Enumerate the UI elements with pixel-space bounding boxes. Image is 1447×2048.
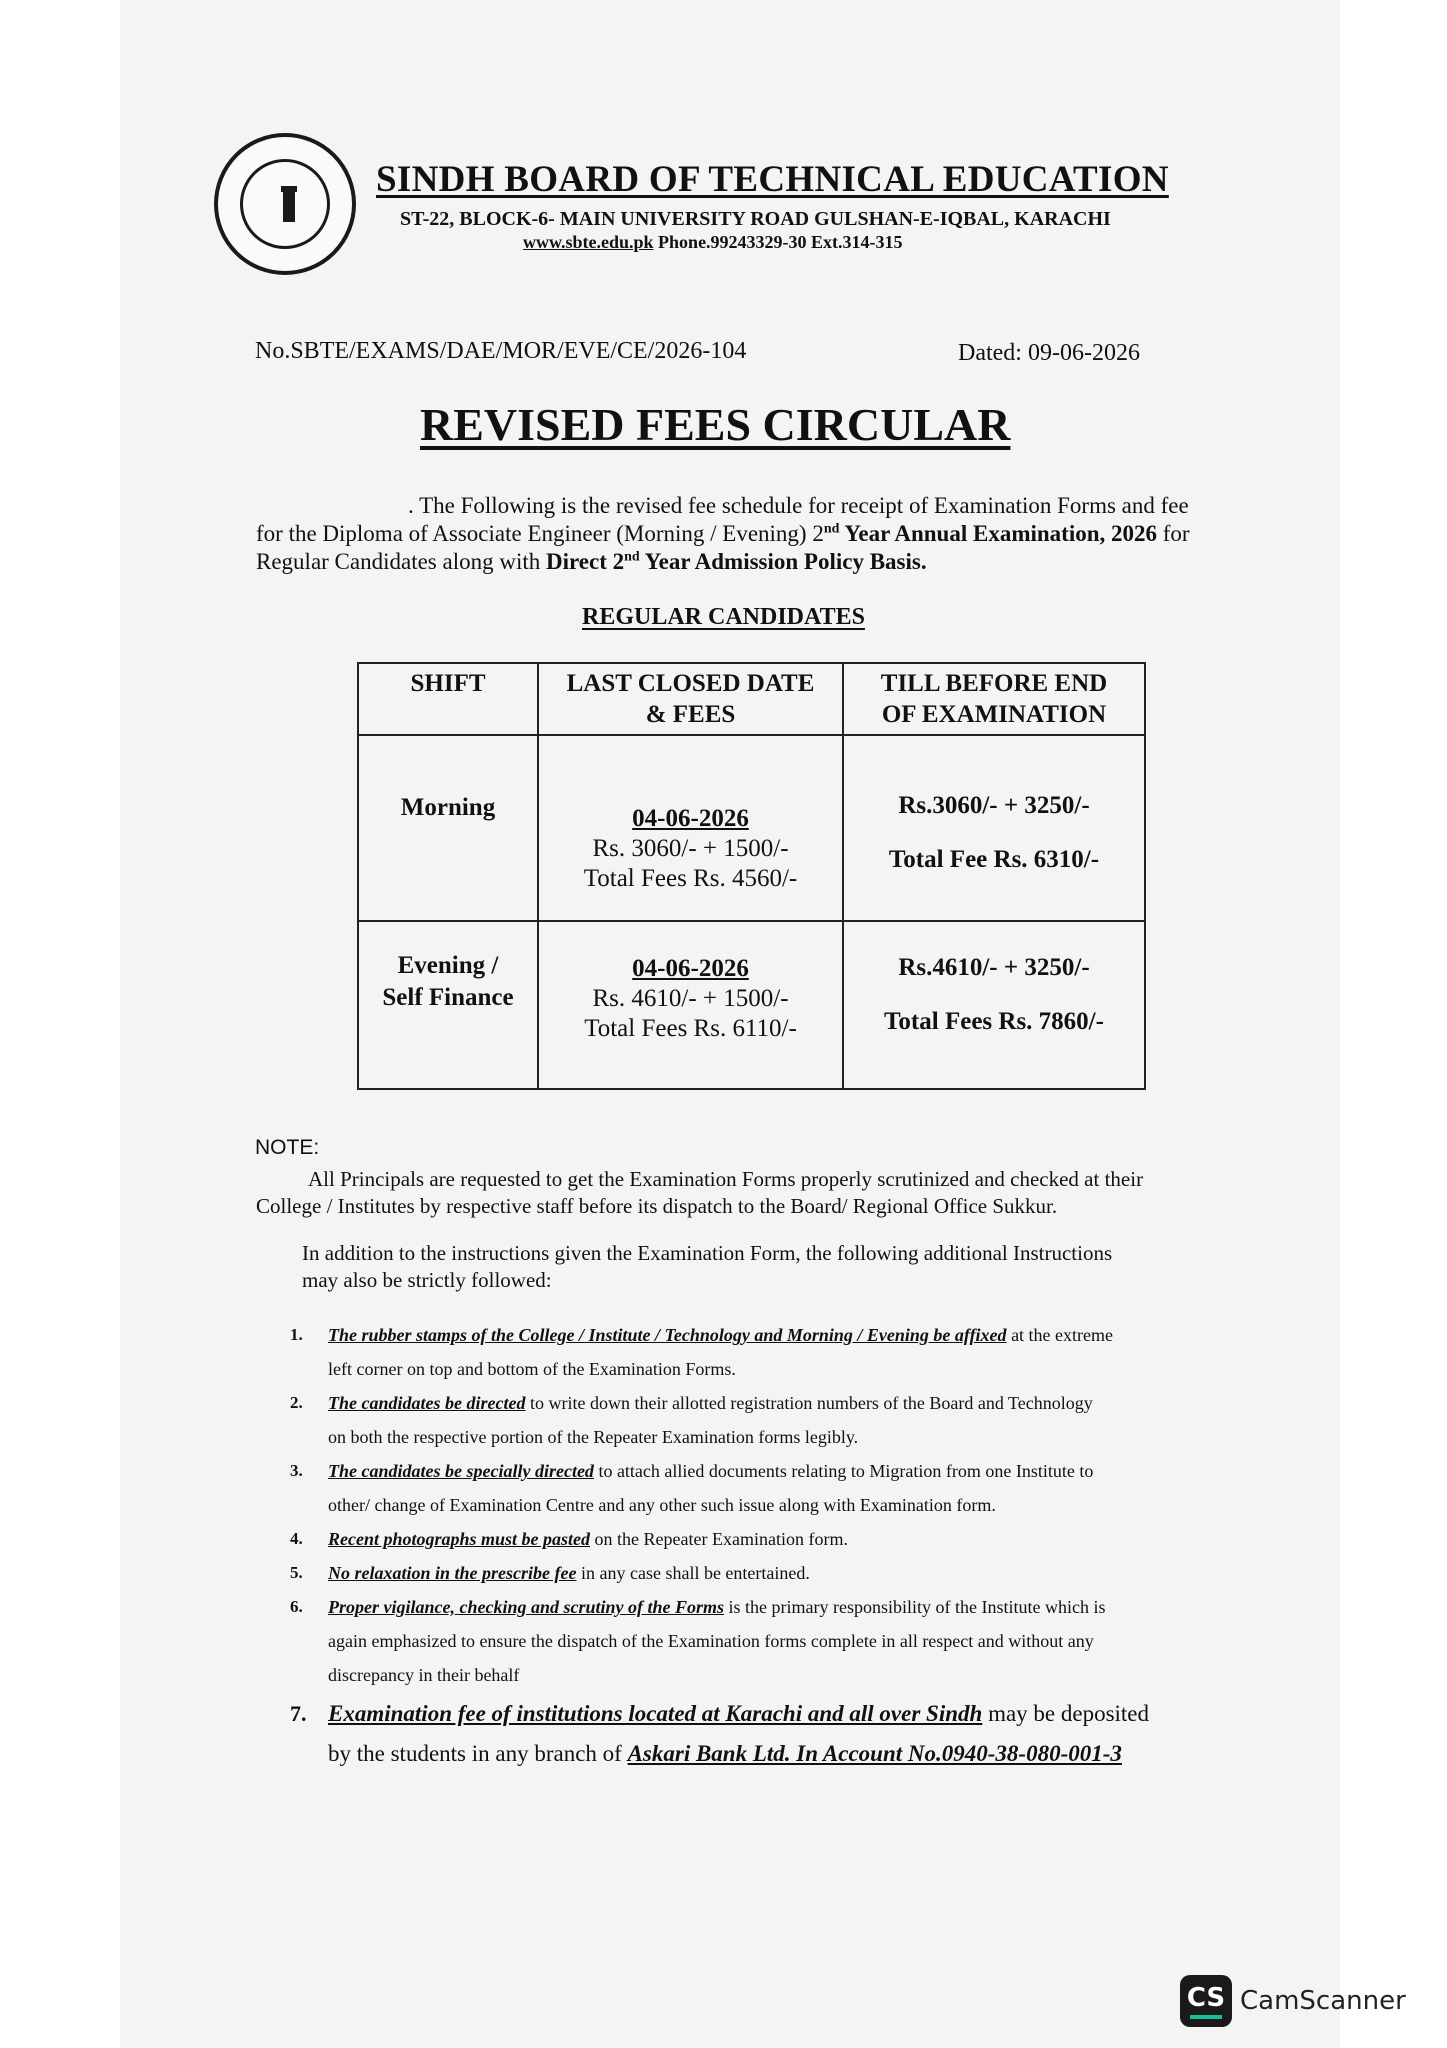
till-end-cell	[843, 735, 1145, 921]
instruction-item-3: 3. The candidates be specially directed to attach allied documents relating to Migration from one Institute to other/ change of Examination Centre and any other such issue along with Examination form.	[290, 1461, 1094, 1515]
board-website-link[interactable]: www.sbte.edu.pk	[523, 232, 654, 252]
intro-line-3: Regular Candidates along with Direct 2nd Year Admission Policy Basis.	[256, 549, 927, 574]
table-row-evening	[358, 921, 1145, 1089]
note-label: NOTE:	[255, 1136, 320, 1159]
camscanner-logo-icon: CS	[1180, 1975, 1232, 2027]
till-total: Total Fees Rs. 7860/-	[884, 1008, 1104, 1035]
instruction-item-7: 7. Examination fee of institutions located at Karachi and all over Sindh may be deposited by the students in any branch of Askari Bank Ltd. In Account No.0940-38-080-001-3	[290, 1701, 1150, 1766]
fee-calculation: Rs. 4610/- + 1500/-	[592, 985, 789, 1012]
till-end-cell	[843, 921, 1145, 1089]
header-shift: SHIFT	[358, 663, 538, 735]
board-phone: Phone.99243329-30 Ext.314-315	[658, 232, 903, 252]
camscanner-label: CamScanner	[1240, 1986, 1406, 2016]
circular-date: Dated: 09-06-2026	[958, 340, 1140, 366]
board-logo	[214, 133, 356, 275]
note-sub-line-2: may also be strictly followed:	[302, 1268, 552, 1292]
header-last-closed: LAST CLOSED DATE & FEES	[538, 663, 843, 735]
board-name: SINDH BOARD OF TECHNICAL EDUCATION	[376, 159, 1169, 200]
last-closed-cell	[538, 921, 843, 1089]
instruction-item-6: 6. Proper vigilance, checking and scrutiny of the Forms is the primary responsibility of the Institute which is again emphasized to ensure the dispatch of the Examination forms complete in all respect and without any discrepancy in their behalf	[290, 1597, 1106, 1685]
till-total: Total Fee Rs. 6310/-	[888, 846, 1100, 873]
instruction-item-5: 5. No relaxation in the prescribe fee in any case shall be entertained.	[290, 1563, 810, 1583]
intro-paragraph	[256, 492, 1236, 576]
note-additional-instructions	[302, 1240, 1112, 1294]
reference-number: No.SBTE/EXAMS/DAE/MOR/EVE/CE/2026-104	[255, 338, 747, 364]
board-address: ST-22, BLOCK-6- MAIN UNIVERSITY ROAD GULSHAN-E-IQBAL, KARACHI	[400, 208, 1111, 230]
fee-schedule-table	[357, 662, 1146, 1090]
circular-title: REVISED FEES CIRCULAR	[420, 399, 1011, 450]
logo-gear-emblem	[240, 159, 330, 249]
fee-total: Total Fees Rs. 6110/-	[584, 1015, 797, 1042]
fee-calculation: Rs. 3060/- + 1500/-	[592, 835, 789, 862]
intro-line-1: . The Following is the revised fee schedule for receipt of Examination Forms and fee	[408, 493, 1189, 518]
logo-tool-mark	[283, 190, 295, 222]
table-row-morning	[358, 735, 1145, 921]
header-till-before-end: TILL BEFORE END OF EXAMINATION	[843, 663, 1145, 735]
instruction-item-4: 4. Recent photographs must be pasted on the Repeater Examination form.	[290, 1529, 848, 1549]
last-closed-cell	[538, 735, 843, 921]
instructions-list	[290, 1318, 1220, 1774]
instruction-item-2: 2. The candidates be directed to write down their allotted registration numbers of the Board and Technology on both the respective portion of the Repeater Examination forms legibly.	[290, 1393, 1093, 1447]
till-calculation: Rs.3060/- + 3250/-	[898, 792, 1090, 819]
note-body	[256, 1166, 1143, 1220]
last-date: 04-06-2026	[632, 955, 749, 982]
note-sub-line-1: In addition to the instructions given the Examination Form, the following additional Instructions	[302, 1241, 1113, 1265]
last-date: 04-06-2026	[632, 805, 749, 832]
board-contact	[523, 232, 903, 253]
table-header-row	[358, 663, 1145, 735]
till-calculation: Rs.4610/- + 3250/-	[898, 954, 1090, 981]
shift-cell: Evening / Self Finance	[358, 921, 538, 1089]
instruction-item-1: 1. The rubber stamps of the College / Institute / Technology and Morning / Evening be affixed at the extreme left corner on top and bottom of the Examination Forms.	[290, 1325, 1114, 1379]
logo-tool-head	[281, 186, 297, 192]
fee-total: Total Fees Rs. 4560/-	[583, 865, 798, 892]
section-heading-regular: REGULAR CANDIDATES	[582, 604, 865, 630]
note-line-2: College / Institutes by respective staff before its dispatch to the Board/ Regional Office Sukkur.	[256, 1194, 1058, 1218]
note-line-1: All Principals are requested to get the Examination Forms properly scrutinized and checked at their	[308, 1167, 1144, 1191]
shift-cell: Morning	[358, 735, 538, 921]
intro-line-2: for the Diploma of Associate Engineer (Morning / Evening) 2nd Year Annual Examination, 2026 for	[256, 521, 1190, 546]
